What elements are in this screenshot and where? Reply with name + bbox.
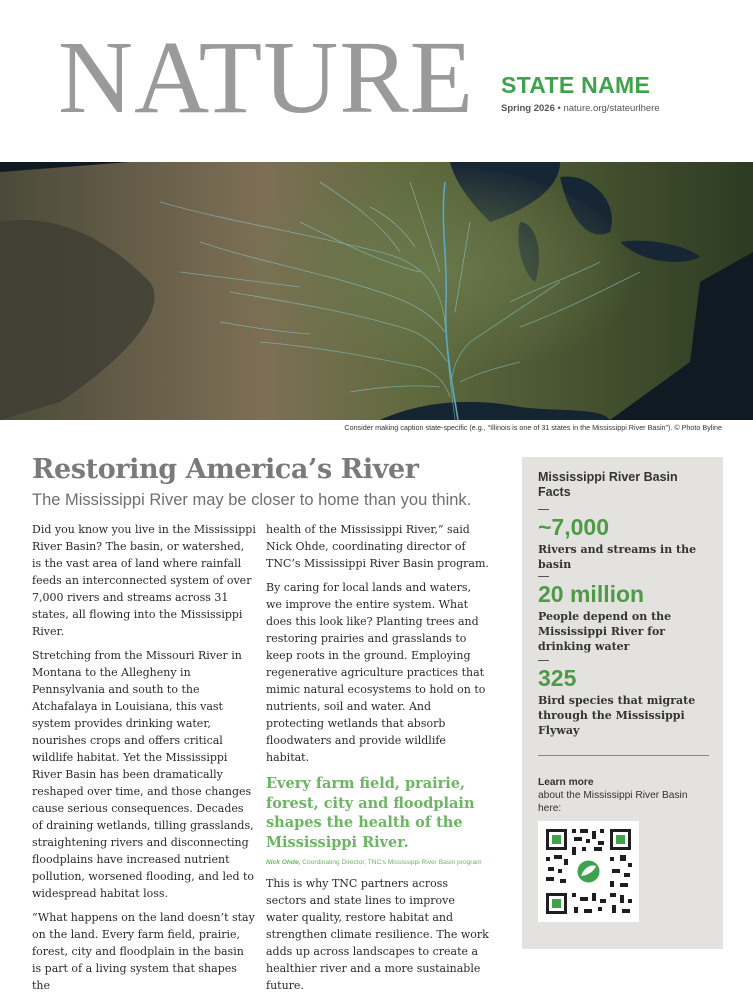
masthead [0, 0, 753, 162]
issue-season: Spring 2026 [501, 103, 555, 114]
satellite-map-illustration [0, 162, 753, 420]
qr-code-icon [538, 821, 639, 922]
learn-more-block [538, 776, 708, 815]
state-name: STATE NAME [501, 72, 651, 98]
fact-item [538, 509, 710, 572]
attribution-title: Coordinating Director, TNC’s Mississippi River Basin program [302, 859, 482, 866]
hero-map-image [0, 162, 753, 420]
fact-item [538, 660, 710, 738]
learn-more-heading: Learn more [538, 777, 594, 788]
fact-item [538, 576, 710, 654]
photo-caption: Consider making caption state-specific (e.g., “Illinois is one of 31 states in the Mississippi River Basin”). © Photo Byline [344, 423, 722, 432]
sidebar-divider [538, 755, 709, 756]
article-column-1 [32, 521, 256, 1001]
fact-description: Bird species that migrate through the Mississippi Flyway [538, 694, 696, 737]
attribution-name: Nick Ohde, [266, 859, 301, 866]
facts-sidebar [522, 457, 723, 949]
issue-url[interactable]: nature.org/stateurlhere [563, 103, 660, 114]
fact-description: Rivers and streams in the basin [538, 543, 697, 571]
paragraph: “What happens on the land doesn’t stay on the land. Every farm field, prairie, forest, city and floodplain in the basin is part of a living system that shapes the [32, 911, 255, 992]
fact-description: People depend on the Mississippi River for drinking water [538, 610, 672, 653]
pull-quote: Every farm field, prairie, forest, city and floodplain shapes the health of the Mississippi River. [266, 775, 475, 851]
article-headline: Restoring America’s River [32, 454, 419, 485]
qr-code[interactable] [538, 821, 639, 922]
issue-line [501, 103, 660, 114]
fact-number: 325 [538, 665, 577, 691]
fact-divider [538, 576, 549, 577]
fact-divider [538, 509, 549, 510]
pull-quote-attribution [266, 858, 490, 867]
issue-separator: • [557, 103, 561, 114]
paragraph: Did you know you live in the Mississippi River Basin? The basin, or watershed, is the vast area of land where rainfall feeds an interconnected system of over 7,000 rivers and streams across 31 states, all flowing into the Mississippi River. [32, 523, 256, 638]
paragraph: By caring for local lands and waters, we improve the entire system. What does this look like? Planting trees and restoring prairies and grasslands to keep roots in the ground. Employing regenerative agriculture practices that mimic natural ecosystems to hold on to nutrients, soil and water. And protecting wetlands that absorb floodwaters and provide wildlife habitat. [266, 581, 486, 764]
magazine-title: NATURE [58, 20, 475, 135]
learn-more-text: about the Mississippi River Basin here: [538, 790, 688, 814]
sidebar-title: Mississippi River Basin Facts [538, 470, 678, 499]
paragraph: Stretching from the Missouri River in Montana to the Allegheny in Pennsylvania and south to the Atchafalaya in Louisiana, this vast system provides drinking water, nourishes crops and offers critical wildlife habitat. Yet the Mississippi River Basin has been dramatically reshaped over time, and those changes cause serious consequences. Decades of draining wetlands, tilling grasslands, straightening rivers and disconnecting floodplains have increased nutrient pollution, worsened flooding, and led to widespread habitat loss. [32, 649, 255, 900]
article-column-2 [266, 521, 490, 1001]
fact-number: 20 million [538, 581, 645, 607]
fact-divider [538, 660, 549, 661]
fact-number: ~7,000 [538, 514, 609, 540]
paragraph: This is why TNC partners across sectors and state lines to improve water quality, restore habitat and strengthen climate resilience. The work adds up across landscapes to create a healthier river and a more sustainable future. [266, 877, 489, 992]
paragraph: health of the Mississippi River,” said Nick Ohde, coordinating director of TNC’s Mississippi River Basin program. [266, 523, 489, 570]
article-subhead: The Mississippi River may be closer to home than you think. [32, 491, 472, 509]
